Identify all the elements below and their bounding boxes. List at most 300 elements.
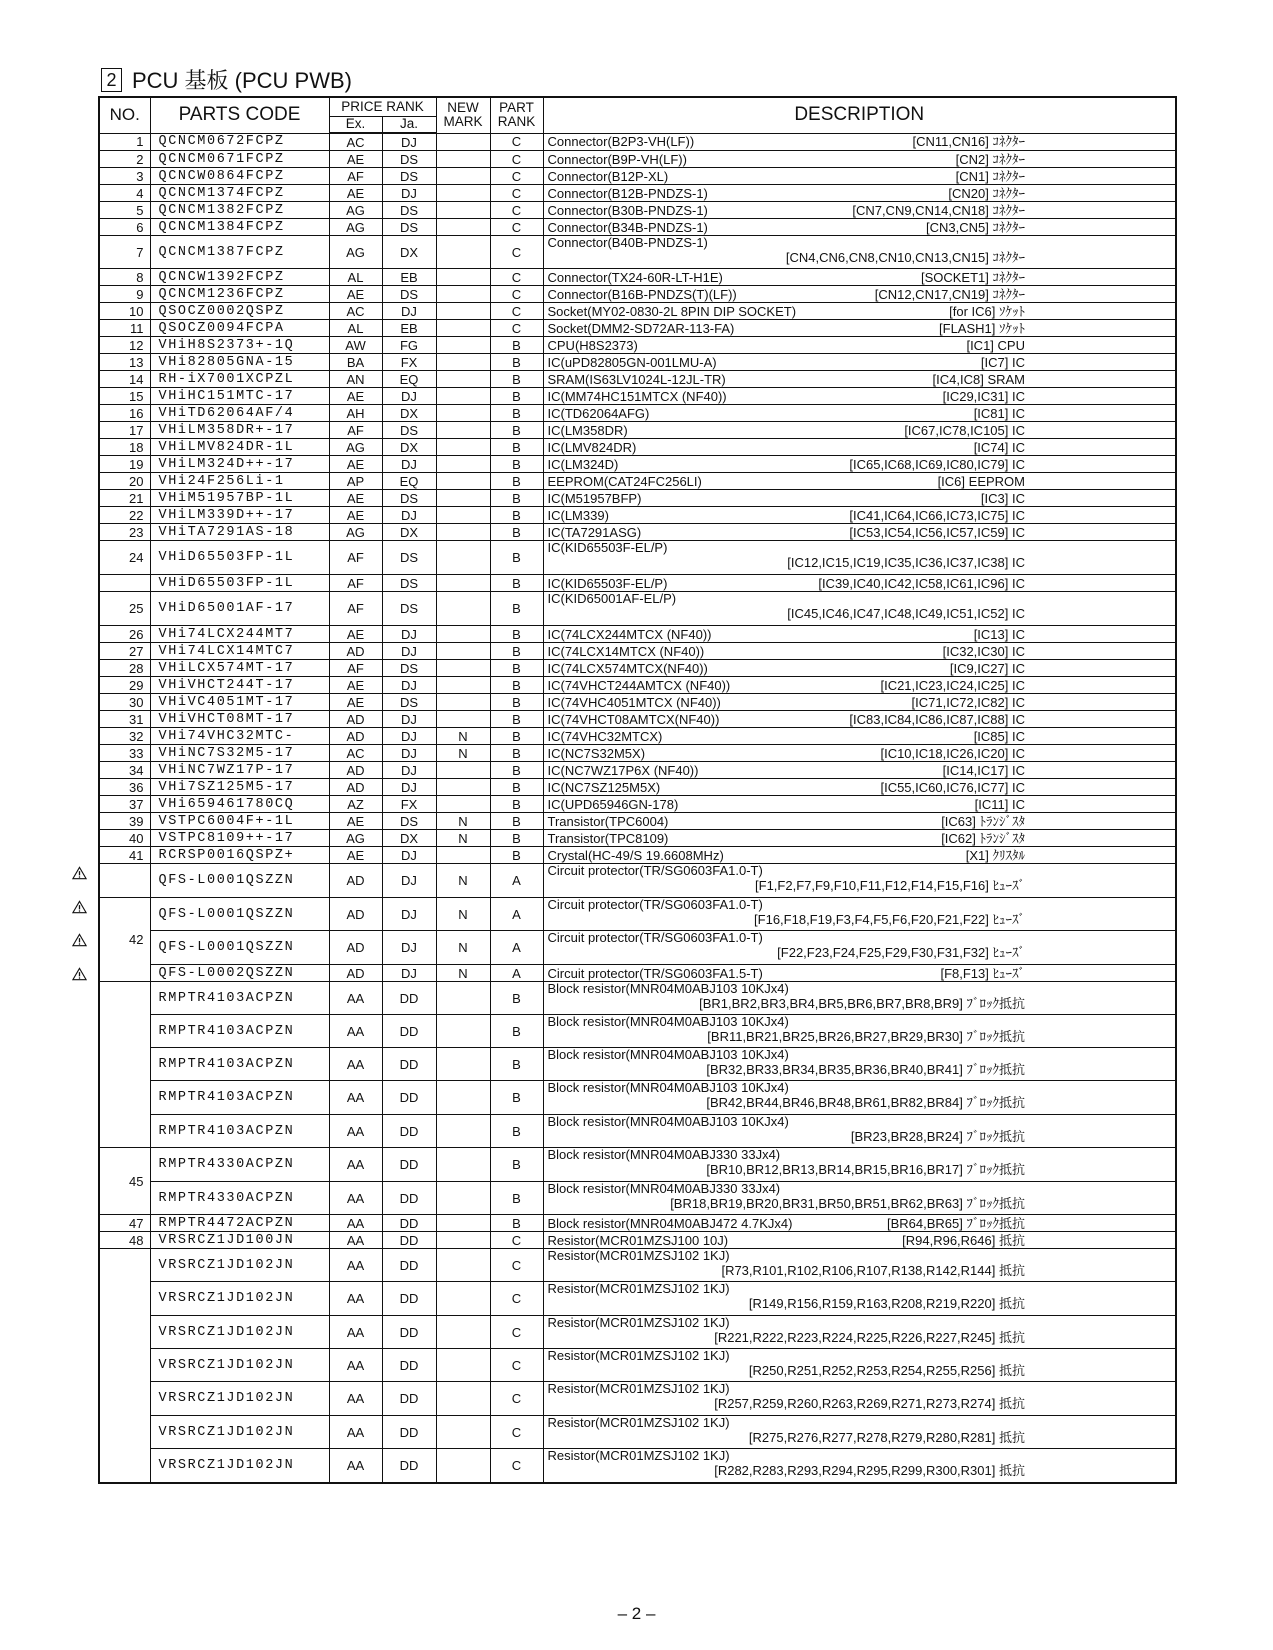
- description-cell: [543, 541, 1176, 575]
- item-number: 29: [99, 677, 150, 694]
- location-refs: [IC7]: [980, 354, 1009, 370]
- location-refs: [CN1]: [955, 168, 989, 184]
- parts-code: RH-iX7001XCPZL: [150, 371, 329, 388]
- location-refs: [F1,F2,F7,F9,F10,F11,F12,F14,F15,F16]: [755, 878, 989, 893]
- price-rank-ja: DJ: [382, 185, 436, 202]
- parts-code: VHiTA7291AS-18: [150, 524, 329, 541]
- description-cell: [543, 779, 1176, 796]
- location-refs: [BR32,BR33,BR34,BR35,BR36,BR40,BR41]: [706, 1062, 963, 1077]
- description-name: IC(KID65503F-EL/P): [547, 540, 668, 555]
- price-rank-ja: DD: [382, 1249, 436, 1282]
- price-rank-ja: DS: [382, 813, 436, 830]
- header-ja: Ja.: [382, 116, 436, 133]
- part-rank: B: [490, 796, 543, 813]
- description-cell: [543, 745, 1176, 762]
- price-rank-ja: DD: [382, 1316, 436, 1349]
- location-refs: [BR1,BR2,BR3,BR4,BR5,BR6,BR7,BR8,BR9]: [699, 996, 963, 1011]
- japanese-name: ﾋｭｰｽﾞ: [992, 965, 1025, 981]
- japanese-name: IC: [1012, 439, 1025, 455]
- price-rank-ex: AD: [329, 931, 382, 965]
- description-location: [880, 747, 1171, 760]
- location-refs: [IC83,IC84,IC86,IC87,IC88]: [849, 711, 1009, 727]
- price-rank-ja: FX: [382, 354, 436, 371]
- description-name: Connector(TX24-60R-LT-H1E): [547, 269, 723, 285]
- table-row: [99, 303, 1176, 320]
- warning-icon: [72, 866, 87, 880]
- new-mark: N: [436, 813, 490, 830]
- description-name: Connector(B34B-PNDZS-1): [547, 219, 708, 235]
- parts-code: QFS-L0002QSZZN: [150, 965, 329, 982]
- japanese-name: 抵抗: [998, 1263, 1025, 1278]
- description-cell: [543, 1081, 1176, 1115]
- japanese-name: IC: [1012, 456, 1025, 472]
- description-line: [548, 458, 1172, 471]
- table-row: [99, 1182, 1176, 1215]
- japanese-name: ﾌﾞﾛｯｸ抵抗: [966, 1095, 1025, 1110]
- description-cell: [543, 762, 1176, 779]
- description-cell: [543, 151, 1176, 168]
- part-rank: B: [490, 643, 543, 660]
- description-cell: [543, 1048, 1176, 1081]
- new-mark: [436, 524, 490, 541]
- description-name: Resistor(MCR01MZSJ102 1KJ): [547, 1448, 730, 1463]
- table-row: [99, 931, 1176, 965]
- location-refs: [BR42,BR44,BR46,BR48,BR61,BR82,BR84]: [706, 1095, 963, 1110]
- new-mark: [436, 168, 490, 185]
- price-rank-ja: DD: [382, 1015, 436, 1048]
- price-rank-ja: DJ: [382, 303, 436, 320]
- item-number: 10: [99, 303, 150, 320]
- japanese-name: CPU: [997, 337, 1025, 353]
- price-rank-ja: DD: [382, 1081, 436, 1115]
- table-row: [99, 1416, 1176, 1449]
- location-refs: [SOCKET1]: [920, 269, 989, 285]
- new-mark: [436, 1382, 490, 1416]
- parts-table: [98, 96, 1177, 1484]
- price-rank-ex: AC: [329, 133, 382, 151]
- item-number: 20: [99, 473, 150, 490]
- new-mark: N: [436, 931, 490, 965]
- description-cell: [543, 965, 1176, 982]
- item-number: 33: [99, 745, 150, 762]
- price-rank-ex: AH: [329, 405, 382, 422]
- description-location: [548, 1096, 1172, 1109]
- description-cell: [543, 507, 1176, 524]
- japanese-name: IC: [1012, 660, 1025, 676]
- parts-code: VHiLM358DR+-17: [150, 422, 329, 439]
- part-rank: C: [490, 1382, 543, 1416]
- japanese-name: ｿｹｯﾄ: [999, 320, 1025, 336]
- part-rank: B: [490, 422, 543, 439]
- new-mark: [436, 847, 490, 864]
- japanese-name: IC: [1012, 388, 1025, 404]
- location-refs: [IC41,IC64,IC66,IC73,IC75]: [849, 507, 1009, 523]
- description-location: [981, 356, 1171, 369]
- item-number: 22: [99, 507, 150, 524]
- description-name: IC(UPD65946GN-178): [547, 796, 679, 812]
- japanese-name: IC: [1012, 694, 1025, 710]
- part-rank: B: [490, 694, 543, 711]
- part-rank: B: [490, 660, 543, 677]
- location-refs: [BR11,BR21,BR25,BR26,BR27,BR29,BR30]: [707, 1029, 963, 1044]
- item-number: 2: [99, 151, 150, 168]
- description-line: [548, 679, 1172, 692]
- item-number: 45: [99, 1148, 150, 1215]
- parts-code: RMPTR4330ACPZN: [150, 1148, 329, 1182]
- description-line: [548, 798, 1172, 811]
- description-name: Resistor(MCR01MZSJ102 1KJ): [547, 1281, 730, 1296]
- japanese-name: ｺﾈｸﾀｰ: [992, 250, 1025, 265]
- location-refs: [R73,R101,R102,R106,R107,R138,R142,R144]: [721, 1263, 996, 1278]
- price-rank-ex: AA: [329, 1232, 382, 1249]
- table-row: [99, 745, 1176, 762]
- price-rank-ja: EQ: [382, 371, 436, 388]
- parts-code: VHiLMV824DR-1L: [150, 439, 329, 456]
- table-row: [99, 473, 1176, 490]
- japanese-name: ﾌﾞﾛｯｸ抵抗: [966, 1196, 1025, 1211]
- table-row: [99, 524, 1176, 541]
- price-rank-ex: AF: [329, 541, 382, 575]
- part-rank: A: [490, 864, 543, 898]
- item-number: 48: [99, 1232, 150, 1249]
- price-rank-ja: EB: [382, 269, 436, 286]
- parts-code: VHiHC151MTC-17: [150, 388, 329, 405]
- description-cell: [543, 320, 1176, 337]
- price-rank-ja: DD: [382, 1048, 436, 1081]
- part-rank: B: [490, 762, 543, 779]
- price-rank-ex: AL: [329, 320, 382, 337]
- location-refs: [IC67,IC78,IC105]: [904, 422, 1009, 438]
- description-line: [548, 526, 1172, 539]
- description-cell: [543, 796, 1176, 813]
- description-location: [938, 475, 1171, 488]
- description-name: Circuit protector(TR/SG0603FA1.0-T): [547, 930, 763, 945]
- parts-code: VRSRCZ1JD100JN: [150, 1232, 329, 1249]
- description-location: [849, 509, 1171, 522]
- description-name: Resistor(MCR01MZSJ102 1KJ): [547, 1315, 730, 1330]
- new-mark: [436, 694, 490, 711]
- description-name: Connector(B16B-PNDZS(T)(LF)): [547, 286, 737, 302]
- description-cell: [543, 931, 1176, 965]
- location-refs: [IC13]: [973, 626, 1009, 642]
- table-row: [99, 1081, 1176, 1115]
- description-line: [548, 849, 1172, 862]
- new-mark: [436, 982, 490, 1015]
- location-refs: [CN3,CN5]: [926, 219, 989, 235]
- part-rank: B: [490, 541, 543, 575]
- item-number: 15: [99, 388, 150, 405]
- part-rank: C: [490, 1232, 543, 1249]
- part-rank: B: [490, 371, 543, 388]
- price-rank-ja: DJ: [382, 931, 436, 965]
- price-rank-ja: DJ: [382, 779, 436, 796]
- price-rank-ex: AE: [329, 151, 382, 168]
- new-mark: [436, 185, 490, 202]
- item-number: 4: [99, 185, 150, 202]
- description-name: Connector(B2P3-VH(LF)): [547, 134, 695, 150]
- table-row: [99, 219, 1176, 236]
- description-location: [548, 1130, 1172, 1143]
- description-location: [548, 556, 1172, 569]
- description-line: [548, 713, 1172, 726]
- japanese-name: IC: [1012, 643, 1025, 659]
- description-line: [548, 339, 1172, 352]
- item-number: 27: [99, 643, 150, 660]
- part-rank: B: [490, 524, 543, 541]
- location-refs: [IC65,IC68,IC69,IC80,IC79]: [849, 456, 1009, 472]
- header-price-rank: PRICE RANK: [329, 97, 436, 116]
- japanese-name: ｺﾈｸﾀｰ: [992, 168, 1025, 184]
- description-line: [548, 407, 1172, 420]
- description-location: [548, 1197, 1172, 1210]
- japanese-name: ｺﾈｸﾀｰ: [992, 185, 1025, 201]
- price-rank-ja: DX: [382, 524, 436, 541]
- location-refs: [BR23,BR28,BR24]: [850, 1129, 963, 1144]
- table-row: [99, 575, 1176, 592]
- parts-code: VHiTD62064AF/4: [150, 405, 329, 422]
- location-refs: [IC71,IC72,IC82]: [911, 694, 1009, 710]
- parts-code: RMPTR4103ACPZN: [150, 1015, 329, 1048]
- description-location: [921, 271, 1171, 284]
- description-name: IC(MM74HC151MTCX (NF40)): [547, 388, 727, 404]
- parts-code: RMPTR4103ACPZN: [150, 1115, 329, 1148]
- japanese-name: ﾌﾞﾛｯｸ抵抗: [966, 1162, 1025, 1177]
- description-cell: [543, 575, 1176, 592]
- new-mark: [436, 303, 490, 320]
- description-cell: [543, 830, 1176, 847]
- description-cell: [543, 1232, 1176, 1249]
- japanese-name: SRAM: [987, 371, 1025, 387]
- item-number: 9: [99, 286, 150, 303]
- price-rank-ex: AG: [329, 219, 382, 236]
- japanese-name: IC: [1012, 626, 1025, 642]
- location-refs: [IC32,IC30]: [942, 643, 1009, 659]
- description-location: [548, 1431, 1172, 1444]
- description-name: Block resistor(MNR04M0ABJ103 10KJx4): [547, 1114, 789, 1129]
- table-row: [99, 1449, 1176, 1483]
- item-number: 6: [99, 219, 150, 236]
- table-row: [99, 202, 1176, 219]
- description-cell: [543, 388, 1176, 405]
- location-refs: [BR10,BR12,BR13,BR14,BR15,BR16,BR17]: [706, 1162, 963, 1177]
- new-mark: [436, 405, 490, 422]
- description-location: [849, 458, 1171, 471]
- new-mark: N: [436, 830, 490, 847]
- price-rank-ja: DJ: [382, 711, 436, 728]
- price-rank-ja: DD: [382, 1148, 436, 1182]
- new-mark: N: [436, 728, 490, 745]
- table-row: [99, 422, 1176, 439]
- location-refs: [IC63]: [941, 813, 976, 829]
- japanese-name: IC: [1012, 507, 1025, 523]
- location-refs: [F22,F23,F24,F25,F29,F30,F31,F32]: [777, 945, 989, 960]
- description-line: [548, 322, 1172, 335]
- new-mark: [436, 1249, 490, 1282]
- part-rank: B: [490, 592, 543, 626]
- japanese-name: ﾄﾗﾝｼﾞｽﾀ: [979, 830, 1025, 846]
- description-cell: [543, 133, 1176, 151]
- new-mark: [436, 286, 490, 303]
- description-name: IC(74VHC4051MTCX (NF40)): [547, 694, 721, 710]
- price-rank-ja: DD: [382, 1232, 436, 1249]
- table-row: [99, 677, 1176, 694]
- new-mark: [436, 1349, 490, 1382]
- description-name: IC(74LCX14MTCX (NF40)): [547, 643, 705, 659]
- japanese-name: ﾄﾗﾝｼﾞｽﾀ: [979, 813, 1025, 829]
- table-row: [99, 1349, 1176, 1382]
- location-refs: [CN7,CN9,CN14,CN18]: [852, 202, 989, 218]
- table-row: [99, 830, 1176, 847]
- table-row: [99, 1215, 1176, 1232]
- description-cell: [543, 660, 1176, 677]
- new-mark: [436, 1449, 490, 1483]
- price-rank-ex: AE: [329, 456, 382, 473]
- item-number: [99, 982, 150, 1148]
- new-mark: [436, 1015, 490, 1048]
- part-rank: B: [490, 1115, 543, 1148]
- price-rank-ja: DJ: [382, 388, 436, 405]
- description-name: Transistor(TPC6004): [547, 813, 669, 829]
- table-row: [99, 711, 1176, 728]
- price-rank-ex: AA: [329, 1416, 382, 1449]
- japanese-name: 抵抗: [998, 1232, 1025, 1248]
- part-rank: B: [490, 575, 543, 592]
- table-row: [99, 1015, 1176, 1048]
- price-rank-ja: DX: [382, 830, 436, 847]
- description-location: [880, 679, 1171, 692]
- description-location: [880, 781, 1171, 794]
- location-refs: [IC4,IC8]: [932, 371, 984, 387]
- description-name: Block resistor(MNR04M0ABJ103 10KJx4): [547, 1047, 789, 1062]
- description-cell: [543, 524, 1176, 541]
- description-name: Connector(B9P-VH(LF)): [547, 151, 687, 167]
- japanese-name: ｺﾈｸﾀｰ: [992, 286, 1025, 302]
- parts-code: QFS-L0001QSZZN: [150, 864, 329, 898]
- description-cell: [543, 269, 1176, 286]
- price-rank-ex: AE: [329, 626, 382, 643]
- parts-code: VHiLM339D++-17: [150, 507, 329, 524]
- description-name: EEPROM(CAT24FC256LI): [547, 473, 702, 489]
- new-mark: [436, 439, 490, 456]
- parts-code: QSOCZ0002QSPZ: [150, 303, 329, 320]
- location-refs: [R257,R259,R260,R263,R269,R271,R273,R274]: [714, 1396, 996, 1411]
- description-location: [548, 607, 1172, 620]
- new-mark: N: [436, 898, 490, 931]
- price-rank-ex: AF: [329, 168, 382, 185]
- japanese-name: ｺﾈｸﾀｰ: [992, 269, 1025, 285]
- price-rank-ja: DJ: [382, 626, 436, 643]
- price-rank-ex: AE: [329, 388, 382, 405]
- price-rank-ex: AA: [329, 1382, 382, 1416]
- japanese-name: ﾌﾞﾛｯｸ抵抗: [966, 996, 1025, 1011]
- parts-code: RMPTR4103ACPZN: [150, 982, 329, 1015]
- part-rank: B: [490, 1015, 543, 1048]
- price-rank-ex: AA: [329, 1215, 382, 1232]
- price-rank-ja: EQ: [382, 473, 436, 490]
- new-mark: [436, 490, 490, 507]
- new-mark: [436, 269, 490, 286]
- item-number: 39: [99, 813, 150, 830]
- japanese-name: IC: [1012, 796, 1025, 812]
- description-location: [849, 526, 1171, 539]
- location-refs: [IC53,IC54,IC56,IC57,IC59]: [849, 524, 1009, 540]
- part-rank: C: [490, 269, 543, 286]
- description-name: Block resistor(MNR04M0ABJ103 10KJx4): [547, 981, 789, 996]
- parts-code: RMPTR4103ACPZN: [150, 1048, 329, 1081]
- new-mark: N: [436, 965, 490, 982]
- part-rank: B: [490, 405, 543, 422]
- price-rank-ex: AN: [329, 371, 382, 388]
- japanese-name: 抵抗: [998, 1363, 1025, 1378]
- description-location: [548, 1264, 1172, 1277]
- new-mark: [436, 592, 490, 626]
- part-rank: B: [490, 354, 543, 371]
- description-cell: [543, 847, 1176, 864]
- description-location: [956, 170, 1171, 183]
- description-location: [548, 997, 1172, 1010]
- price-rank-ex: AA: [329, 1148, 382, 1182]
- description-location: [904, 424, 1171, 437]
- japanese-name: IC: [1012, 711, 1025, 727]
- page-title: [101, 64, 352, 95]
- description-name: Resistor(MCR01MZSJ102 1KJ): [547, 1348, 730, 1363]
- new-mark: [436, 133, 490, 151]
- section-title: PCU 基板 (PCU PWB): [132, 68, 353, 93]
- description-line: [548, 1234, 1172, 1247]
- description-name: Connector(B12P-XL): [547, 168, 669, 184]
- price-rank-ja: DD: [382, 1449, 436, 1483]
- price-rank-ex: AP: [329, 473, 382, 490]
- part-rank: B: [490, 626, 543, 643]
- japanese-name: IC: [1012, 405, 1025, 421]
- table-row: [99, 151, 1176, 168]
- location-refs: [IC11]: [974, 796, 1009, 812]
- price-rank-ex: AA: [329, 1015, 382, 1048]
- parts-code: VHiLCX574MT-17: [150, 660, 329, 677]
- description-name: IC(KID65503F-EL/P): [547, 575, 668, 591]
- part-rank: C: [490, 1416, 543, 1449]
- description-name: IC(74LCX244MTCX (NF40)): [547, 626, 712, 642]
- part-rank: B: [490, 1215, 543, 1232]
- price-rank-ex: AE: [329, 694, 382, 711]
- description-name: Block resistor(MNR04M0ABJ330 33Jx4): [547, 1181, 781, 1196]
- japanese-name: IC: [1012, 606, 1025, 621]
- japanese-name: IC: [1012, 728, 1025, 744]
- description-cell: [543, 1249, 1176, 1282]
- japanese-name: IC: [1012, 422, 1025, 438]
- price-rank-ex: AA: [329, 1249, 382, 1282]
- japanese-name: IC: [1012, 490, 1025, 506]
- description-location: [548, 1063, 1172, 1076]
- price-rank-ja: DS: [382, 151, 436, 168]
- header-ex: Ex.: [329, 116, 382, 133]
- table-row: [99, 694, 1176, 711]
- item-number: 18: [99, 439, 150, 456]
- description-cell: [543, 354, 1176, 371]
- part-rank: B: [490, 745, 543, 762]
- table-row: [99, 168, 1176, 185]
- description-name: IC(NC7WZ17P6X (NF40)): [547, 762, 699, 778]
- price-rank-ex: AA: [329, 1349, 382, 1382]
- part-rank: B: [490, 388, 543, 405]
- table-row: [99, 286, 1176, 303]
- description-location: [943, 764, 1171, 777]
- part-rank: B: [490, 490, 543, 507]
- parts-code: VSTPC6004F+-1L: [150, 813, 329, 830]
- description-cell: [543, 337, 1176, 354]
- description-name: Socket(DMM2-SD72AR-113-FA): [547, 320, 735, 336]
- price-rank-ex: AE: [329, 286, 382, 303]
